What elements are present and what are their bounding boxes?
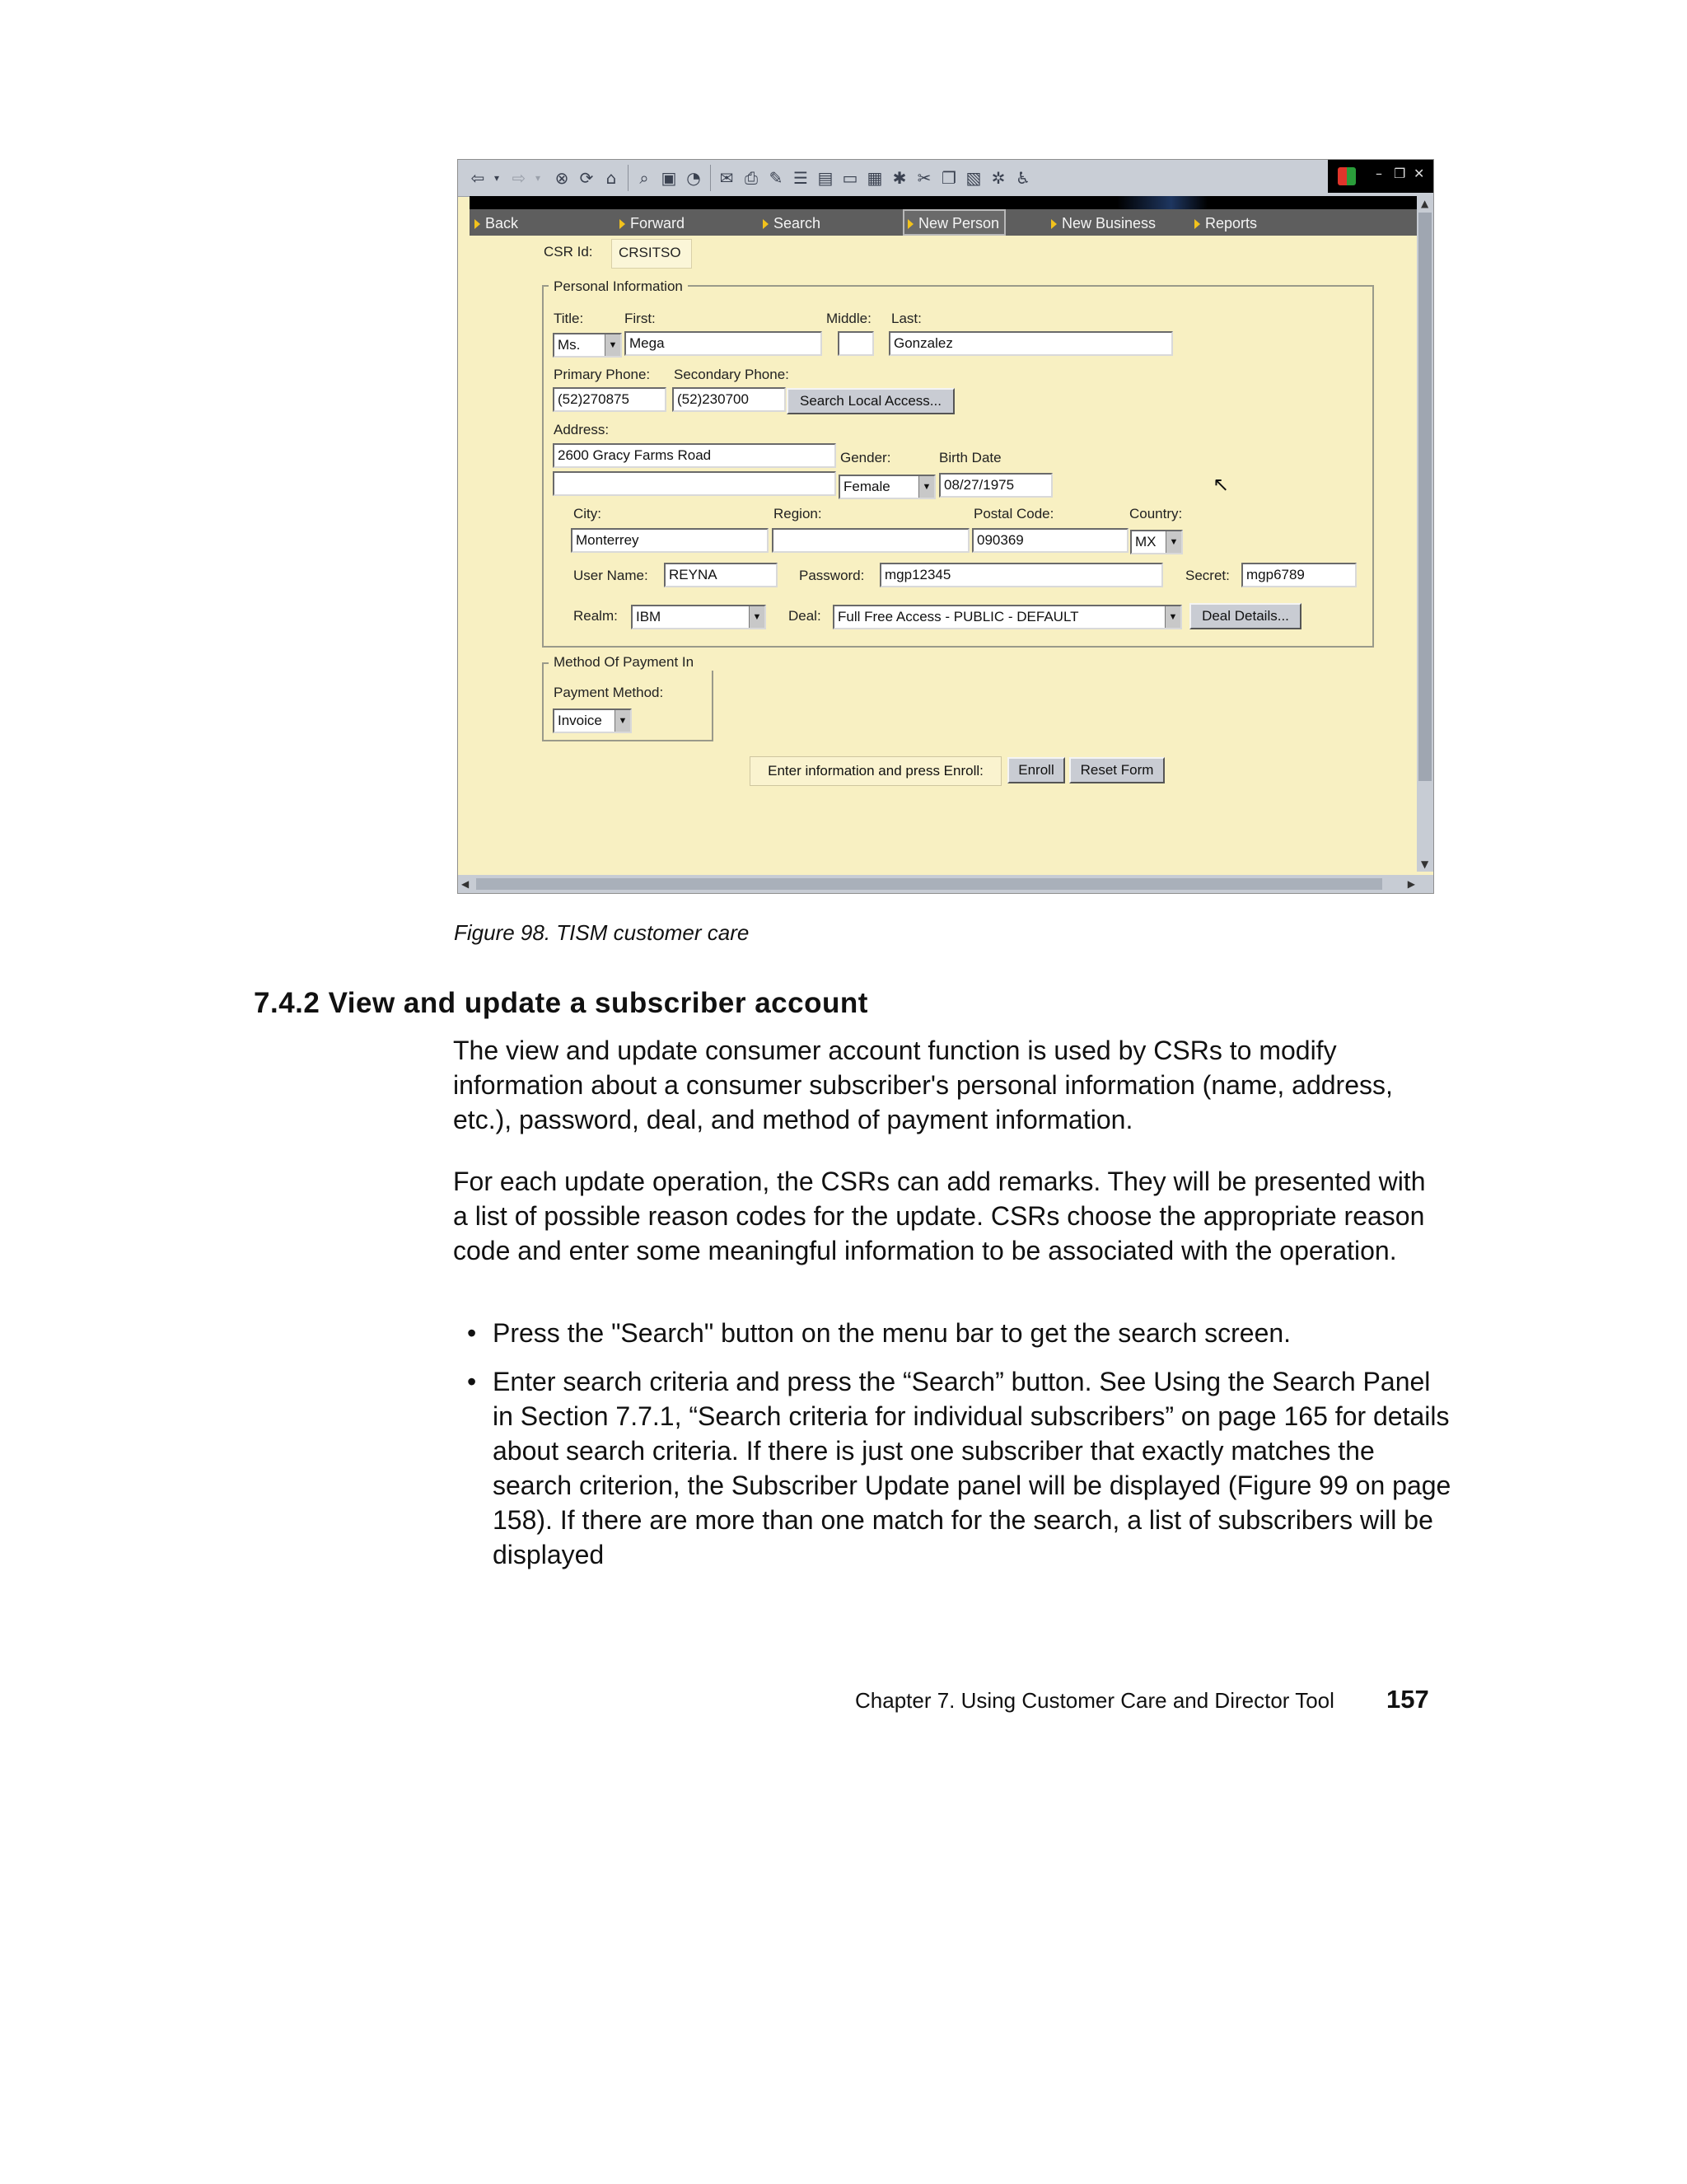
nav-banner: [470, 196, 1423, 209]
tism-screenshot: [457, 159, 1434, 894]
deal-details-button[interactable]: Deal Details...: [1189, 603, 1301, 629]
birth-date-label: Birth Date: [939, 450, 1002, 465]
cut-icon[interactable]: ✂: [917, 168, 932, 188]
reset-form-button[interactable]: Reset Form: [1069, 757, 1165, 783]
enroll-button[interactable]: Enroll: [1007, 757, 1065, 783]
nav-new-person[interactable]: New Person: [903, 209, 1006, 236]
browser-toolbar: [458, 160, 1434, 197]
first-name-field[interactable]: Mega: [624, 331, 822, 356]
last-name-label: Last:: [891, 311, 922, 326]
postal-code-label: Postal Code:: [974, 506, 1054, 521]
deal-select[interactable]: Full Free Access - PUBLIC - DEFAULT ▼: [833, 605, 1182, 629]
region-label: Region:: [773, 506, 822, 521]
list-item-text: Press the "Search" button on the menu bar to get the search screen.: [493, 1318, 1292, 1348]
realm-select[interactable]: IBM ▼: [631, 605, 766, 629]
scroll-left-icon[interactable]: ◀: [461, 878, 470, 890]
title-select[interactable]: Ms. ▼: [553, 333, 622, 358]
horizontal-scroll-thumb[interactable]: [476, 878, 1382, 890]
personal-information-legend: Personal Information: [549, 278, 688, 295]
search-local-access-button[interactable]: Search Local Access...: [787, 388, 955, 414]
secret-label: Secret:: [1185, 568, 1230, 583]
region-field[interactable]: [772, 528, 970, 553]
payment-method-select[interactable]: Invoice ▼: [553, 709, 632, 733]
figure-caption: Figure 98. TISM customer care: [454, 920, 750, 945]
city-label: City:: [573, 506, 601, 521]
page-number: 157: [1386, 1685, 1429, 1714]
mouse-pointer-icon: ↖: [1213, 473, 1230, 496]
city-field[interactable]: Monterrey: [571, 528, 769, 553]
deal-label: Deal:: [788, 608, 821, 624]
scroll-right-icon[interactable]: ▶: [1407, 878, 1415, 890]
scroll-up-icon[interactable]: ▲: [1421, 198, 1429, 209]
tools-icon[interactable]: ✱: [892, 168, 907, 188]
title-label: Title:: [554, 311, 584, 326]
arrow-right-icon: [1051, 219, 1057, 229]
middle-name-field[interactable]: [838, 331, 874, 356]
arrow-right-icon: [1194, 219, 1200, 229]
address-line1-field[interactable]: 2600 Gracy Farms Road: [553, 443, 836, 468]
nav-back[interactable]: Back: [474, 209, 518, 234]
chevron-down-icon: ▼: [605, 334, 620, 356]
mail-icon[interactable]: ✉: [719, 168, 734, 188]
bullet-icon: •: [467, 1318, 477, 1348]
payment-method-label: Payment Method:: [554, 685, 664, 700]
toolbar-separator: [628, 165, 629, 191]
csr-id-box: [611, 239, 692, 269]
close-icon[interactable]: ✕: [1414, 166, 1425, 181]
dropdown-icon[interactable]: ▾: [493, 172, 500, 184]
section-heading: 7.4.2 View and update a subscriber account: [254, 987, 868, 1019]
window-icon[interactable]: ▭: [842, 168, 858, 188]
secondary-phone-field[interactable]: (52)230700: [672, 387, 786, 412]
scroll-down-icon[interactable]: ▼: [1421, 858, 1429, 870]
nav-search[interactable]: Search: [763, 209, 820, 234]
paragraph-2: For each update operation, the CSRs can add remarks. They will be presented with a list of possible reason codes for the update. CSRs choose the appropriate reason code and enter some meaningful information to be associated with the operation.: [453, 1167, 1426, 1265]
print-icon[interactable]: ⎙: [745, 168, 758, 188]
refresh-icon[interactable]: ⟳: [579, 168, 594, 188]
country-select[interactable]: MX ▼: [1130, 530, 1183, 554]
postal-code-field[interactable]: 090369: [972, 528, 1129, 553]
search-icon[interactable]: ⌕: [639, 168, 649, 188]
home-icon[interactable]: ⌂: [605, 168, 617, 188]
chevron-down-icon: ▼: [1166, 531, 1181, 553]
page-icon[interactable]: ▤: [817, 168, 834, 188]
gender-select[interactable]: Female ▼: [839, 475, 936, 499]
page-footer-text: Chapter 7. Using Customer Care and Director Tool: [855, 1688, 1334, 1713]
edit-icon[interactable]: ✎: [769, 168, 783, 188]
nav-forward[interactable]: Forward: [619, 209, 685, 234]
country-label: Country:: [1129, 506, 1183, 521]
primary-phone-field[interactable]: (52)270875: [553, 387, 666, 412]
restore-icon[interactable]: ❐: [1394, 166, 1406, 181]
username-field[interactable]: REYNA: [664, 563, 778, 587]
horizontal-scrollbar[interactable]: [458, 875, 1434, 893]
last-name-field[interactable]: Gonzalez: [889, 331, 1173, 356]
forward-icon[interactable]: ⇨: [512, 168, 526, 188]
chevron-down-icon: ▼: [918, 476, 934, 498]
chevron-down-icon: ▼: [1165, 606, 1180, 628]
payment-method-legend: Method Of Payment In: [549, 654, 713, 671]
username-label: User Name:: [573, 568, 648, 583]
chevron-down-icon: ▼: [615, 710, 630, 732]
nav-new-business[interactable]: New Business: [1051, 209, 1156, 234]
options-icon[interactable]: ✲: [991, 168, 1006, 188]
chevron-down-icon: ▼: [749, 606, 764, 628]
toolbar-separator: [710, 165, 711, 191]
favorites-icon[interactable]: ▣: [661, 168, 677, 188]
password-label: Password:: [799, 568, 865, 583]
arrow-right-icon: [474, 219, 480, 229]
nav-reports[interactable]: Reports: [1194, 209, 1257, 234]
secondary-phone-label: Secondary Phone:: [674, 367, 789, 382]
arrow-right-icon: [908, 219, 914, 229]
windows-logo-icon: [1338, 167, 1356, 185]
minimize-icon[interactable]: –: [1376, 166, 1382, 181]
csr-id-label: CSR Id:: [544, 244, 593, 260]
stop-icon[interactable]: ⊗: [554, 168, 569, 188]
discuss-icon[interactable]: ☰: [793, 168, 808, 188]
paragraph-1: The view and update consumer account function is used by CSRs to modify information about a consumer subscriber's personal information (name, address, etc.), password, deal, and method of payment information.: [453, 1036, 1393, 1134]
nav-banner-graphic: [1117, 196, 1208, 209]
list-item-text: Enter search criteria and press the “Search” button. See Using the Search Panel in Section 7.7.1, “Search criteria for individual subscribers” on page 165 for details about search criteria. If there is just one subscriber that exactly matches the search criterion, the Subscriber Update panel will be displayed (Figure 99 on page 158). If there are more than one match for the search, a list of subscribers will be displayed: [493, 1367, 1451, 1569]
accessibility-icon[interactable]: ♿: [1016, 168, 1030, 188]
enroll-instructions: Enter information and press Enroll:: [750, 756, 1002, 786]
app-menu-bar: [470, 209, 1423, 236]
gender-label: Gender:: [840, 450, 891, 465]
history-icon[interactable]: ◔: [686, 168, 701, 188]
password-field[interactable]: mgp12345: [880, 563, 1163, 587]
primary-phone-label: Primary Phone:: [554, 367, 651, 382]
birth-date-field[interactable]: 08/27/1975: [939, 473, 1053, 498]
realm-label: Realm:: [573, 608, 618, 624]
arrow-right-icon: [763, 219, 769, 229]
arrow-right-icon: [619, 219, 625, 229]
window-controls: [1328, 160, 1434, 193]
address-line2-field[interactable]: [553, 471, 836, 496]
back-icon[interactable]: ⇦: [470, 168, 485, 188]
dropdown-icon[interactable]: ▾: [535, 172, 541, 184]
copy-icon[interactable]: ❐: [942, 168, 956, 188]
address-label: Address:: [554, 422, 610, 437]
vertical-scrollbar[interactable]: [1417, 196, 1433, 872]
first-name-label: First:: [624, 311, 656, 326]
csr-id-value: CRSITSO: [619, 245, 681, 260]
frame-icon[interactable]: ▦: [867, 168, 883, 188]
vertical-scroll-thumb[interactable]: [1418, 213, 1432, 781]
secret-field[interactable]: mgp6789: [1241, 563, 1357, 587]
bullet-icon: •: [467, 1367, 477, 1396]
middle-name-label: Middle:: [826, 311, 872, 326]
paste-icon[interactable]: ▧: [965, 168, 982, 188]
